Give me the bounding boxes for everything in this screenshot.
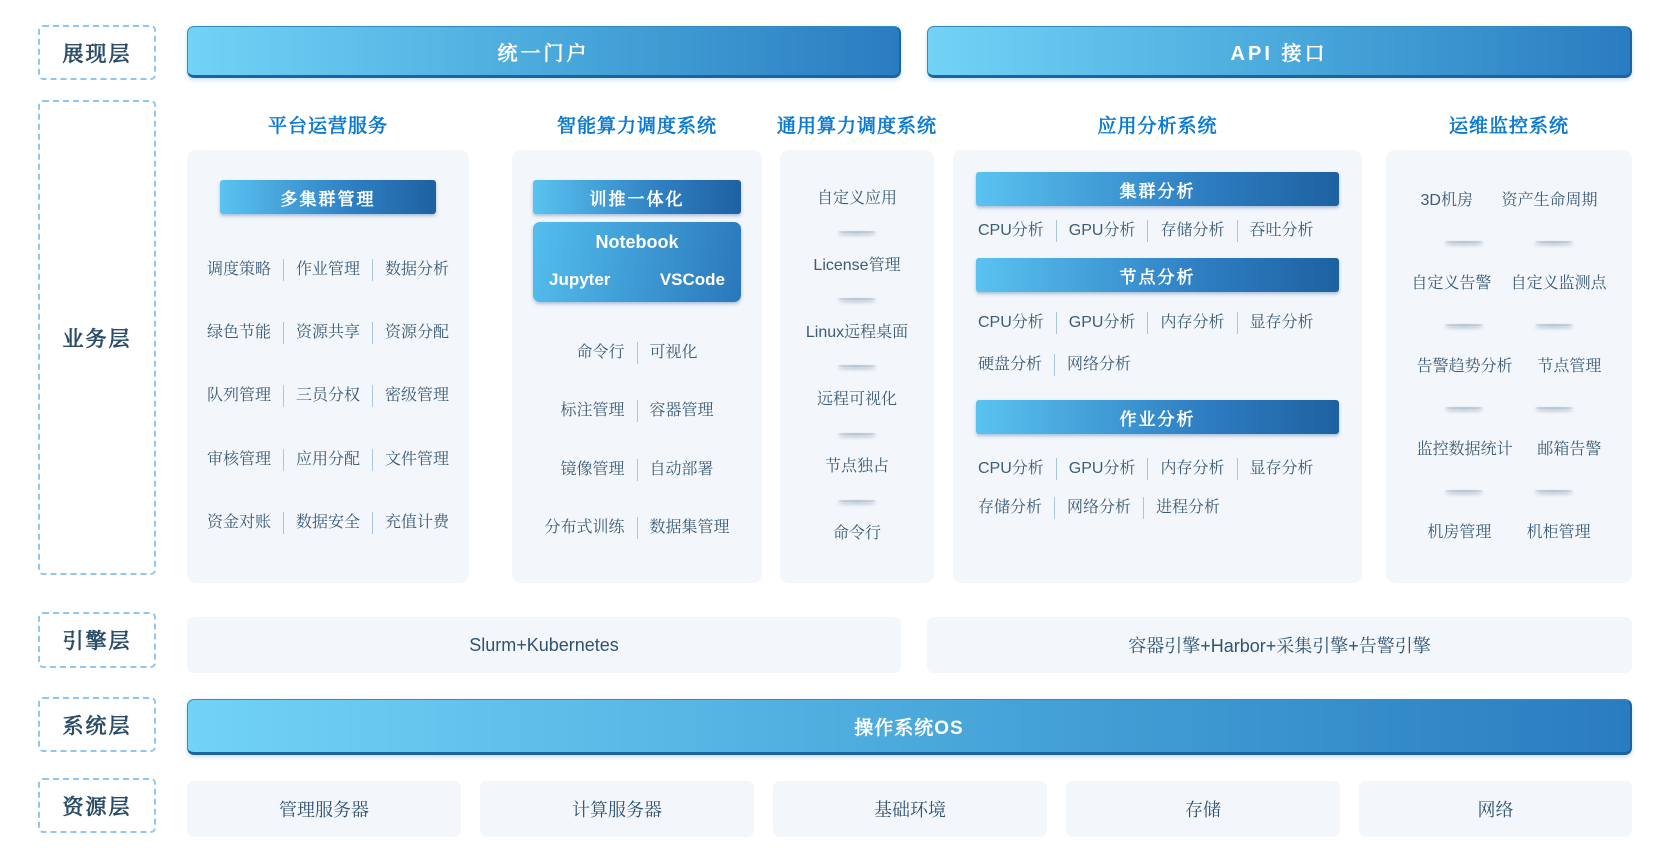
layer-label-text: 展现层 [62, 42, 132, 66]
os-bar-label: 操作系统OS [854, 717, 964, 739]
divider [838, 365, 876, 367]
feature-item: 网络分析 [1054, 354, 1143, 376]
feature-item: 容器管理 [637, 400, 726, 422]
feature-item: 调度策略 [206, 261, 271, 279]
feature-row [1392, 439, 1626, 461]
notebook-title: Notebook [595, 232, 679, 252]
banner-job-analysis: 作业分析 [976, 400, 1339, 434]
feature-item: 自定义应用 [816, 189, 897, 207]
feature-item: 存储分析 [1147, 220, 1236, 242]
feature-item: 内存分析 [1147, 458, 1236, 480]
feature-item: 3D机房 [1420, 191, 1473, 209]
feature-item: License管理 [813, 256, 901, 274]
feature-item: 远程可视化 [816, 391, 897, 409]
feature-row [1392, 190, 1626, 212]
engine-box-label: Slurm+Kubernetes [469, 634, 619, 655]
feature-item: 存储分析 [978, 499, 1043, 516]
feature-item: CPU分析 [978, 222, 1044, 239]
feature-item: 自定义监测点 [1510, 274, 1607, 292]
layer-label-business [38, 100, 156, 575]
layer-label-text: 业务层 [62, 327, 132, 351]
feature-item: 绿色节能 [206, 324, 271, 342]
feature-row [1392, 356, 1626, 378]
column-title-general-scheduling: 通用算力调度系统 [776, 116, 937, 137]
feature-item: 自定义告警 [1411, 274, 1492, 292]
divider [1535, 407, 1573, 409]
feature-row [976, 497, 1339, 519]
divider [1445, 407, 1483, 409]
feature-item: 资源共享 [283, 322, 372, 344]
resource-box-label: 基础环境 [874, 800, 946, 820]
divider [1535, 241, 1573, 243]
feature-item: 告警趋势分析 [1416, 357, 1513, 375]
feature-item: Linux远程桌面 [805, 323, 909, 341]
feature-item: GPU分析 [1056, 312, 1148, 334]
feature-item: 资产生命周期 [1501, 191, 1598, 209]
notebook-block [533, 222, 741, 302]
feature-item: 镜像管理 [560, 460, 625, 478]
feature-item: 命令行 [576, 344, 625, 362]
resource-box-base-env [773, 781, 1047, 837]
portal-bar-label: 统一门户 [497, 42, 590, 65]
banner-node-analysis: 节点分析 [976, 258, 1339, 292]
feature-item: GPU分析 [1056, 458, 1148, 480]
feature-row [187, 259, 469, 281]
divider [1445, 324, 1483, 326]
resource-box-compute-server [480, 781, 754, 837]
divider-row [1392, 241, 1626, 243]
feature-item: 节点独占 [824, 458, 889, 476]
divider [838, 500, 876, 502]
card-general-scheduling [780, 150, 934, 583]
feature-item: 显存分析 [1237, 312, 1326, 334]
notebook-items [549, 270, 725, 290]
api-bar-label: API 接口 [1230, 42, 1328, 65]
feature-item: 网络分析 [1054, 497, 1143, 519]
card-ai-scheduling [512, 150, 762, 583]
portal-bar [187, 26, 901, 78]
feature-item: 数据分析 [372, 259, 461, 281]
feature-item: 资金对账 [206, 513, 271, 531]
card-app-analysis [953, 150, 1362, 583]
layer-label-text: 资源层 [62, 795, 132, 819]
divider-row [1392, 324, 1626, 326]
feature-item: 数据集管理 [637, 517, 742, 539]
feature-row [512, 400, 762, 422]
divider [838, 433, 876, 435]
feature-item: 显存分析 [1237, 458, 1326, 480]
feature-row [1392, 522, 1626, 544]
resource-box-mgmt-server [187, 781, 461, 837]
feature-row [187, 322, 469, 344]
feature-row [512, 517, 762, 539]
feature-row [512, 342, 762, 364]
layer-label-text: 系统层 [62, 714, 132, 738]
resource-box-label: 管理服务器 [279, 800, 369, 820]
feature-row [976, 354, 1339, 376]
engine-box-slurm [187, 617, 901, 673]
divider-row [1392, 407, 1626, 409]
feature-item: GPU分析 [1056, 220, 1148, 242]
engine-box-container [927, 617, 1632, 673]
feature-item: 邮箱告警 [1537, 440, 1602, 458]
column-title-ops-monitoring: 运维监控系统 [1448, 116, 1569, 137]
resource-box-label: 存储 [1185, 800, 1221, 820]
feature-row [512, 459, 762, 481]
feature-item: 进程分析 [1143, 497, 1232, 519]
feature-rows [512, 302, 762, 583]
feature-item: 硬盘分析 [978, 356, 1043, 373]
layer-label-system [38, 697, 156, 752]
feature-item: 密级管理 [372, 385, 461, 407]
feature-rows [187, 214, 469, 583]
column-title-app-analysis: 应用分析系统 [1097, 116, 1218, 137]
feature-item: 可视化 [637, 342, 710, 364]
feature-item: 数据安全 [283, 512, 372, 534]
layer-label-text: 引擎层 [62, 630, 132, 653]
feature-item: 资源分配 [372, 322, 461, 344]
divider [1445, 241, 1483, 243]
feature-item: CPU分析 [978, 460, 1044, 477]
column-title-ai-scheduling: 智能算力调度系统 [556, 116, 717, 137]
feature-row [187, 449, 469, 471]
feature-item: 自动部署 [637, 459, 726, 481]
feature-item: 吞吐分析 [1237, 220, 1326, 242]
feature-item: 机柜管理 [1526, 523, 1591, 541]
card-platform-ops [187, 150, 469, 583]
feature-item: 充值计费 [372, 512, 461, 534]
feature-item: 分布式训练 [544, 518, 625, 536]
feature-item: 队列管理 [206, 387, 271, 405]
resource-box-network [1359, 781, 1632, 837]
feature-item: 监控数据统计 [1416, 440, 1513, 458]
feature-row [976, 458, 1339, 480]
engine-box-label: 容器引擎+Harbor+采集引擎+告警引擎 [1128, 636, 1431, 656]
layer-label-presentation [38, 25, 156, 80]
feature-item: 命令行 [832, 525, 881, 543]
feature-item: 机房管理 [1427, 523, 1492, 541]
divider [1535, 324, 1573, 326]
banner-train-infer: 训推一体化 [533, 180, 741, 214]
divider [838, 231, 876, 233]
divider [838, 298, 876, 300]
divider-row [1392, 490, 1626, 492]
feature-item: 应用分配 [283, 449, 372, 471]
feature-item: 标注管理 [560, 402, 625, 420]
feature-item: 作业管理 [283, 259, 372, 281]
feature-item: CPU分析 [978, 314, 1044, 331]
feature-item: 审核管理 [206, 450, 271, 468]
column-title-platform-ops: 平台运营服务 [267, 116, 388, 137]
feature-row [976, 312, 1339, 334]
feature-item: 内存分析 [1147, 312, 1236, 334]
feature-item: 三员分权 [283, 385, 372, 407]
layer-label-resource [38, 778, 156, 833]
feature-row [187, 512, 469, 534]
card-ops-monitoring [1386, 150, 1632, 583]
os-bar [187, 699, 1632, 755]
resource-box-label: 计算服务器 [572, 800, 662, 820]
feature-item: 节点管理 [1537, 357, 1602, 375]
banner-cluster-analysis: 集群分析 [976, 172, 1339, 206]
feature-row [976, 220, 1339, 242]
api-bar [927, 26, 1632, 78]
notebook-item-jupyter: Jupyter [549, 270, 611, 289]
layer-label-engine [38, 612, 156, 668]
divider [1445, 490, 1483, 492]
feature-row [1392, 273, 1626, 295]
notebook-item-vscode: VSCode [659, 270, 725, 289]
banner-multi-cluster: 多集群管理 [220, 180, 436, 214]
feature-row [187, 385, 469, 407]
divider [1535, 490, 1573, 492]
resource-box-storage [1066, 781, 1340, 837]
feature-item: 文件管理 [372, 449, 461, 471]
resource-box-label: 网络 [1477, 800, 1514, 820]
